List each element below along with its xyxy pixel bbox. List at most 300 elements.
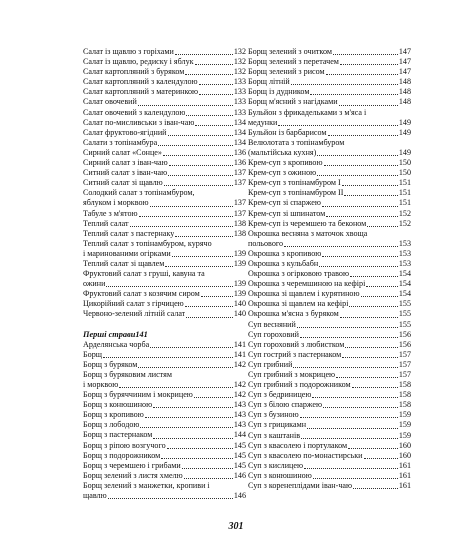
- entry-page-number: 137: [233, 168, 246, 178]
- dot-leader: [333, 53, 398, 55]
- index-entry: [83, 229, 246, 239]
- entry-title: Сирний салат з іван-чаю: [83, 158, 168, 168]
- index-entry: [83, 57, 246, 67]
- entry-page-number: 150: [398, 158, 411, 168]
- index-entry: [83, 188, 246, 208]
- entry-title: Суп весняний: [248, 319, 296, 329]
- entry-title: Суп з квасолею по-монастирськи: [248, 450, 363, 460]
- index-entry: [83, 138, 246, 148]
- dot-leader: [150, 205, 233, 207]
- dot-leader: [336, 376, 398, 378]
- entry-page-number: 155: [398, 299, 411, 309]
- entry-title: Суп з грицикамн: [248, 420, 307, 430]
- entry-page-number: 143: [233, 400, 246, 410]
- entry-title: Суп з квасолею і портулаком: [248, 440, 348, 450]
- dot-leader: [367, 225, 398, 227]
- entry-title: Теплий салат зі щавлем: [83, 258, 165, 268]
- index-entry: [248, 259, 411, 269]
- index-entry: [248, 97, 411, 107]
- dot-leader: [353, 487, 398, 489]
- dot-leader: [167, 447, 233, 449]
- entry-page-number: 149: [398, 147, 411, 157]
- dot-leader: [138, 104, 233, 106]
- entry-title: Суп з білою спаржею: [248, 400, 323, 410]
- dot-leader: [164, 184, 233, 186]
- entry-title: Фруктовий салат з козячим сиром: [83, 289, 200, 299]
- entry-title: Ситний салат з іван-чаю: [83, 168, 168, 178]
- index-entry: [83, 441, 246, 451]
- entry-title: Борщ зелений з рисом: [248, 67, 325, 77]
- entry-title-line: Бульйон з фрикадельками з м'яса і: [248, 107, 367, 117]
- dot-leader: [165, 265, 232, 267]
- index-entry: [248, 410, 411, 420]
- entry-title: Суп гороховий з любистком: [248, 339, 345, 349]
- salads-entries: [83, 47, 246, 320]
- entry-title: Борщ з конюшиною: [83, 400, 153, 410]
- index-entry: [83, 370, 246, 390]
- dot-leader: [301, 437, 398, 439]
- entry-page-number: 148: [398, 87, 411, 97]
- entry-title: Салат картопляний з буряком: [83, 67, 185, 77]
- entry-page-number: 159: [398, 410, 411, 420]
- entry-title: Окрошка зі щавлем і курятиною: [248, 289, 360, 299]
- entry-page-number: 133: [233, 97, 246, 107]
- entry-title: Окрошка з кропивою: [248, 248, 322, 258]
- entry-title: Борщ м'ясний з нагідками: [248, 97, 338, 107]
- index-entry: [248, 249, 411, 259]
- entry-title: Борщ з кропивою: [83, 410, 144, 420]
- dot-leader: [106, 285, 232, 287]
- entry-title-line: Солодкий салат з топінамбуром,: [83, 188, 195, 198]
- index-entry: [248, 47, 411, 57]
- dot-leader: [119, 386, 233, 388]
- index-entry: [83, 410, 246, 420]
- dot-leader: [175, 53, 233, 55]
- entry-title: Салат фруктово-ягідний: [83, 127, 167, 137]
- entry-title-line: і маринованими огірками: [83, 248, 171, 258]
- entry-title: Окрошка зі щавлем на кефірі: [248, 299, 349, 309]
- entry-page-number: 146: [233, 491, 246, 501]
- dot-leader: [195, 63, 233, 65]
- dot-leader: [195, 124, 232, 126]
- entry-title: Суп грибний: [248, 359, 293, 369]
- entry-title-line: польового: [248, 238, 284, 248]
- index-entry: [83, 340, 246, 350]
- entry-page-number: 153: [398, 258, 411, 268]
- index-entry: [83, 400, 246, 410]
- index-column-right: [248, 47, 411, 491]
- dot-leader: [172, 255, 233, 257]
- dot-leader: [366, 285, 398, 287]
- entry-title: Салат із щавлю з горіхами: [83, 47, 174, 56]
- index-entry: [248, 451, 411, 461]
- dot-leader: [300, 416, 398, 418]
- index-entry: [83, 420, 246, 430]
- entry-page-number: 160: [398, 440, 411, 450]
- entry-title: Теплий салат: [83, 218, 129, 228]
- entry-page-number: 156: [398, 329, 411, 339]
- dot-leader: [322, 255, 398, 257]
- entry-title: Салати з топінамбура: [83, 137, 158, 147]
- index-entry: [83, 67, 246, 77]
- entry-page-number: 139: [233, 279, 246, 289]
- index-entry: [83, 350, 246, 360]
- entry-page-number: 155: [398, 319, 411, 329]
- entry-title: Борщ: [83, 349, 102, 359]
- entry-page-number: 151: [398, 188, 411, 198]
- index-entry: [248, 370, 411, 380]
- entry-title: Суп з кислицею: [248, 460, 304, 470]
- dot-leader: [185, 305, 233, 307]
- index-entry: [83, 471, 246, 481]
- dot-leader: [153, 437, 232, 439]
- entry-page-number: 132: [233, 67, 246, 77]
- dot-leader: [194, 396, 233, 398]
- entry-page-number: 147: [398, 47, 411, 56]
- dot-leader: [310, 93, 397, 95]
- dot-leader: [139, 215, 233, 217]
- index-entry: [83, 209, 246, 219]
- index-entry: [248, 178, 411, 188]
- entry-title: Салат по-мисливськи з іван-чаю: [83, 117, 195, 127]
- index-entry: [83, 97, 246, 107]
- entry-page-number: 133: [233, 77, 246, 87]
- entry-page-number: 145: [233, 440, 246, 450]
- dot-leader: [278, 124, 397, 126]
- dot-leader: [328, 134, 398, 136]
- index-entry: [248, 360, 411, 370]
- entry-title: Суп грибний з подорожником: [248, 380, 351, 390]
- entry-title: Крем-суп з топінамбуром II: [248, 188, 344, 198]
- entry-last-line: [83, 249, 246, 259]
- section-heading-text: Перші страви: [83, 329, 136, 339]
- dot-leader: [153, 406, 233, 408]
- index-entry: [83, 239, 246, 259]
- entry-page-number: 147: [398, 67, 411, 77]
- dot-leader: [175, 235, 233, 237]
- entry-title: Теплий салат з пастернаку: [83, 228, 175, 238]
- entry-page-number: 155: [398, 309, 411, 319]
- entry-title: Суп гострий з пастернаком: [248, 349, 342, 359]
- dot-leader: [168, 134, 233, 136]
- entry-title: Суп гороховий: [248, 329, 299, 339]
- index-entry: [248, 219, 411, 229]
- index-entry: [83, 451, 246, 461]
- entry-title: Салат картопляний з материнкою: [83, 87, 199, 97]
- entry-title: Окрошка м'ясна з буряком: [248, 309, 339, 319]
- index-entry: [248, 198, 411, 208]
- entry-title: Цикорійний салат з гірчицею: [83, 299, 184, 309]
- index-entry: [83, 128, 246, 138]
- entry-page-number: 136: [233, 147, 246, 157]
- entry-last-line: [83, 380, 246, 390]
- dot-leader: [130, 225, 233, 227]
- index-entry: [248, 128, 411, 138]
- entry-title-line: медунки: [248, 117, 278, 127]
- index-entry: [83, 108, 246, 118]
- entry-title: Салат із щавлю, редиску і яблук: [83, 57, 194, 67]
- entry-page-number: 137: [233, 208, 246, 218]
- dot-leader: [186, 114, 232, 116]
- entry-title: Крем-суп із черемшею та беконом: [248, 218, 367, 228]
- entry-title: Сирний салат «Сонце»: [83, 147, 162, 157]
- entry-title: Табуле з м'ятою: [83, 208, 138, 218]
- dot-leader: [324, 164, 398, 166]
- entry-title: Крем-суп з кропивою: [248, 158, 323, 168]
- index-entry: [83, 118, 246, 128]
- index-entry: [83, 77, 246, 87]
- index-entry: [248, 481, 411, 491]
- entry-page-number: 152: [398, 208, 411, 218]
- dot-leader: [352, 386, 398, 388]
- entry-last-line: [248, 239, 411, 249]
- dot-leader: [326, 73, 398, 75]
- entry-page-number: 151: [398, 178, 411, 188]
- entry-page-number: 154: [398, 289, 411, 299]
- dot-leader: [339, 104, 398, 106]
- entry-page-number: 148: [398, 77, 411, 87]
- dot-leader: [344, 194, 397, 196]
- entry-title-line: Борщ з буряковим листям: [83, 369, 172, 379]
- index-entry: [248, 57, 411, 67]
- index-entry: [248, 340, 411, 350]
- entry-title: Салат овочевий: [83, 97, 137, 107]
- entry-page-number: 132: [233, 47, 246, 56]
- entry-page-number: 161: [398, 481, 411, 491]
- entry-page-number: 139: [233, 248, 246, 258]
- entry-page-number: 133: [233, 107, 246, 117]
- index-entry: [248, 108, 411, 128]
- entry-title-line: ожини: [83, 279, 106, 289]
- dot-leader: [342, 356, 398, 358]
- entry-title: Борщ з пастернаком: [83, 430, 153, 440]
- entry-page-number: 141: [233, 349, 246, 359]
- dot-leader: [163, 154, 233, 156]
- entry-page-number: 161: [398, 460, 411, 470]
- entry-page-number: 158: [398, 400, 411, 410]
- index-entry: [248, 158, 411, 168]
- entry-title: Крем-суп зі шпинатом: [248, 208, 326, 218]
- dot-leader: [340, 63, 398, 65]
- entry-page-number: 146: [233, 470, 246, 480]
- entry-title: Суп з бедриницею: [248, 390, 312, 400]
- entry-title: Борщ з черемшею і грибами: [83, 460, 181, 470]
- entry-page-number: 156: [398, 339, 411, 349]
- dot-leader: [322, 205, 398, 207]
- dot-leader: [150, 346, 233, 348]
- entry-title: Борщ з лободою: [83, 420, 140, 430]
- dot-leader: [201, 295, 233, 297]
- dot-leader: [145, 416, 233, 418]
- dot-leader: [361, 295, 398, 297]
- entry-title: Бульйон із барбарисом: [248, 127, 327, 137]
- entry-page-number: 142: [233, 359, 246, 369]
- entry-page-number: 136: [233, 158, 246, 168]
- entry-title: Борщ літній: [248, 77, 290, 87]
- entry-page-number: 157: [398, 349, 411, 359]
- dot-leader: [326, 215, 398, 217]
- dot-leader: [108, 497, 233, 499]
- index-entry: [248, 188, 411, 198]
- index-entry: [83, 360, 246, 370]
- dot-leader: [312, 396, 397, 398]
- index-entry: [248, 138, 411, 158]
- entry-page-number: 143: [233, 410, 246, 420]
- entry-title: Суп з бузиною: [248, 410, 299, 420]
- index-entry: [248, 441, 411, 451]
- entry-page-number: 153: [398, 248, 411, 258]
- entry-title: Суп грибний з мокрицею: [248, 370, 336, 379]
- entry-title: Крем-суп з ожиною: [248, 168, 317, 178]
- entry-page-number: 157: [398, 359, 411, 369]
- dot-leader: [307, 427, 398, 429]
- entry-page-number: 145: [233, 460, 246, 470]
- dot-leader: [349, 305, 397, 307]
- index-entry: [83, 47, 246, 57]
- entry-page-number: 142: [233, 390, 246, 400]
- index-entry: [83, 259, 246, 269]
- entry-page-number: 139: [233, 289, 246, 299]
- index-entry: [248, 380, 411, 390]
- dot-leader: [199, 93, 233, 95]
- dot-leader: [184, 477, 233, 479]
- entry-title-line: Окрошка весняна з маточок хвоща: [248, 228, 368, 238]
- entry-title: Борщ зелений з очитком: [248, 47, 332, 56]
- entry-page-number: 149: [398, 127, 411, 137]
- entry-title-line: Фруктовий салат з груші, кавуна та: [83, 269, 205, 279]
- entry-last-line: [248, 148, 411, 158]
- page-number: 301: [228, 521, 244, 532]
- entry-page-number: 154: [398, 269, 411, 279]
- index-entry: [248, 168, 411, 178]
- entry-page-number: 154: [398, 279, 411, 289]
- entry-title: Борщ із дудником: [248, 87, 310, 97]
- entry-page-number: 158: [398, 390, 411, 400]
- index-entry: [83, 289, 246, 299]
- dot-leader: [138, 366, 232, 368]
- entry-title: Борщ з ріпою возгучого: [83, 440, 166, 450]
- index-entry: [83, 481, 246, 501]
- index-entry: [248, 67, 411, 77]
- entry-title-line: Велюлотата з топінамбуром: [248, 137, 345, 147]
- entry-page-number: 158: [398, 380, 411, 390]
- index-entry: [83, 148, 246, 158]
- dot-leader: [350, 275, 398, 277]
- dot-leader: [169, 164, 233, 166]
- entry-page-number: 134: [233, 127, 246, 137]
- index-entry: [248, 87, 411, 97]
- entry-page-number: 159: [398, 420, 411, 430]
- index-entry: [83, 269, 246, 289]
- entry-page-number: 140: [233, 299, 246, 309]
- index-entry: [248, 390, 411, 400]
- entry-title: Салат овочевий з календулою: [83, 107, 186, 117]
- entry-page-number: 139: [233, 258, 246, 268]
- dot-leader: [158, 144, 233, 146]
- entry-last-line: [83, 198, 246, 208]
- entry-page-number: 138: [233, 228, 246, 238]
- index-entry: [248, 289, 411, 299]
- index-column-left: [83, 47, 246, 501]
- first-courses-entries: [83, 340, 246, 502]
- entry-title: Борщ зелений з перетачем: [248, 57, 339, 67]
- entry-page-number: 142: [233, 380, 246, 389]
- index-entry: [83, 158, 246, 168]
- entry-title-line: Борщ зелений з манжетки, кропиви і: [83, 480, 210, 490]
- index-entry: [248, 320, 411, 330]
- index-entry: [248, 299, 411, 309]
- dot-leader: [103, 356, 233, 358]
- entry-title: Окрошка з кульбабн: [248, 258, 319, 268]
- index-entry: [248, 77, 411, 87]
- dot-leader: [297, 326, 398, 328]
- dot-leader: [161, 457, 233, 459]
- entry-page-number: 157: [398, 370, 411, 379]
- dot-leader: [186, 316, 233, 318]
- entry-title-line: Теплий салат з топінамбуром, курячо: [83, 238, 212, 248]
- index-entry: [83, 299, 246, 309]
- entry-page-number: 159: [398, 430, 411, 440]
- entry-page-number: 148: [398, 97, 411, 107]
- dot-leader: [168, 174, 233, 176]
- dot-leader: [140, 426, 232, 428]
- entry-title: Борщ з буряччиним і мокрицею: [83, 390, 193, 400]
- entry-last-line: [83, 279, 246, 289]
- entry-title: Окрошка з огірковою травою: [248, 269, 349, 279]
- entry-page-number: 141: [233, 339, 246, 349]
- dot-leader: [313, 477, 398, 479]
- entry-page-number: 134: [233, 117, 246, 127]
- entry-page-number: 134: [233, 137, 246, 147]
- dot-leader: [182, 467, 233, 469]
- entry-title: Ситний салат зі щавлю: [83, 178, 163, 188]
- index-entry: [83, 461, 246, 471]
- entry-page-number: 137: [233, 178, 246, 188]
- index-entry: [248, 269, 411, 279]
- index-entry: [248, 431, 411, 441]
- index-entry: [248, 471, 411, 481]
- entry-page-number: 140: [233, 309, 246, 319]
- entry-title: Суп з конюшиною: [248, 470, 312, 480]
- entry-page-number: 144: [233, 430, 246, 440]
- entry-title: Окрошка з черемшиною на кефірі: [248, 279, 366, 289]
- entry-title-line: щавлю: [83, 491, 107, 501]
- dot-leader: [304, 467, 398, 469]
- index-entry: [83, 87, 246, 97]
- dot-leader: [340, 316, 398, 318]
- index-entry: [248, 229, 411, 249]
- entry-page-number: 152: [398, 218, 411, 228]
- entry-title: Суп з каштанів: [248, 430, 301, 440]
- entry-page-number: 138: [233, 218, 246, 228]
- dot-leader: [345, 346, 397, 348]
- entry-last-line: [83, 491, 246, 501]
- index-entry: [83, 309, 246, 319]
- dot-leader: [291, 83, 398, 85]
- entry-title: Арделянська чорба: [83, 339, 150, 349]
- entry-page-number: 160: [398, 450, 411, 460]
- entry-page-number: 137: [233, 198, 246, 208]
- entry-page-number: 151: [398, 198, 411, 208]
- index-entry: [83, 390, 246, 400]
- index-entry: [83, 168, 246, 178]
- dot-leader: [323, 406, 398, 408]
- index-entry: [83, 178, 246, 188]
- section-gap: [83, 320, 246, 330]
- entry-page-number: 147: [398, 57, 411, 67]
- entry-title-line: яблуком і морквою: [83, 198, 149, 208]
- entry-title: Крем-суп зі спаржею: [248, 198, 321, 208]
